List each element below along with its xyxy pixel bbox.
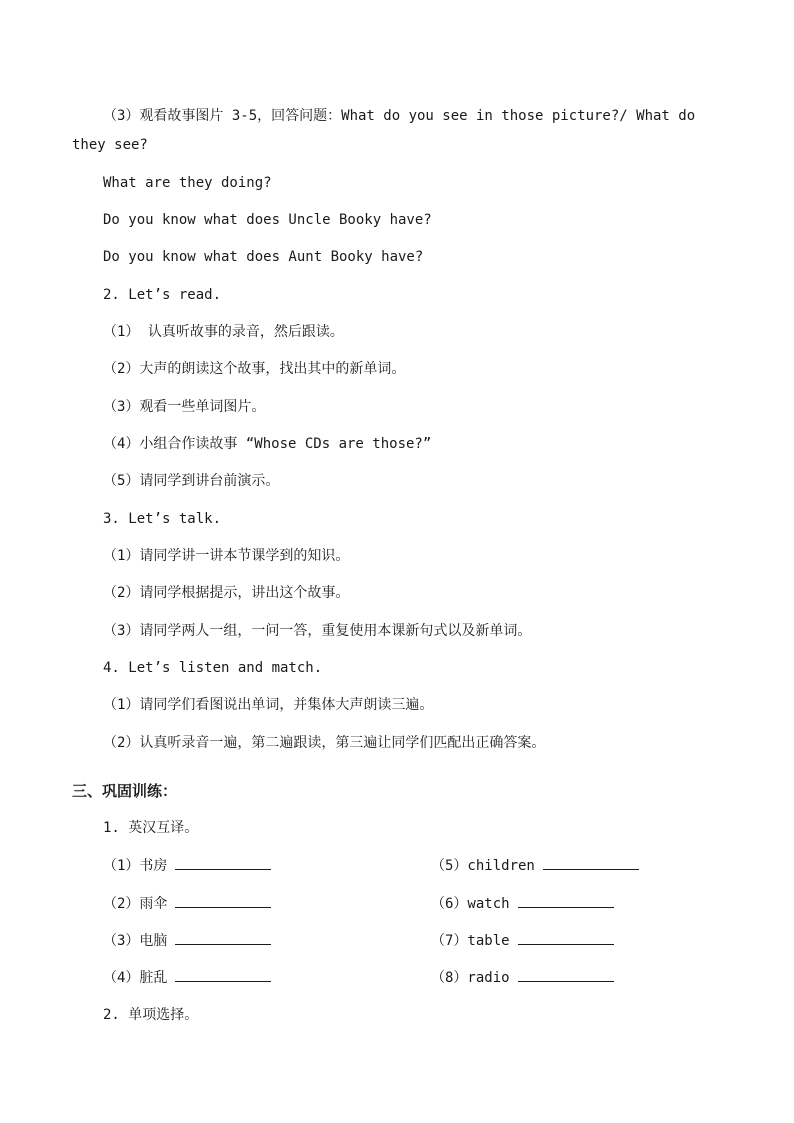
exercise-prompt: （8）radio: [431, 970, 510, 986]
answer-blank[interactable]: [175, 893, 271, 908]
list-item: （5）请同学到讲台前演示。: [103, 473, 280, 489]
answer-blank[interactable]: [518, 893, 614, 908]
lets-talk-heading: 3. Let’s talk.: [103, 511, 222, 527]
answer-blank[interactable]: [518, 930, 614, 945]
lets-listen-heading: 4. Let’s listen and match.: [103, 660, 323, 676]
section-three-heading: 三、巩固训练：: [72, 782, 178, 800]
list-item: （4）小组合作读故事 “Whose CDs are those?”: [103, 436, 432, 452]
answer-blank[interactable]: [543, 855, 639, 870]
list-item: （2）认真听录音一遍，第二遍跟读，第三遍让同学们匹配出正确答案。: [103, 735, 546, 751]
exercise-row: [103, 967, 271, 988]
exercise-row: [103, 930, 271, 951]
lets-read-heading: 2. Let’s read.: [103, 287, 222, 303]
question-line: Do you know what does Uncle Booky have?: [103, 212, 432, 228]
answer-blank[interactable]: [518, 967, 614, 982]
list-item: （1）请同学们看图说出单词，并集体大声朗读三遍。: [103, 697, 434, 713]
exercise-prompt: （2）雨伞: [103, 896, 168, 912]
exercise1-heading: 1. 英汉互译。: [103, 820, 199, 836]
item3-question-line2: they see?: [72, 137, 148, 153]
exercise-row: [431, 893, 614, 914]
list-item: （3）请同学两人一组，一问一答，重复使用本课新句式以及新单词。: [103, 623, 532, 639]
list-item: （2）请同学根据提示，讲出这个故事。: [103, 585, 350, 601]
exercise-row: [431, 967, 614, 988]
exercise-row: [431, 855, 639, 876]
question-line: What are they doing?: [103, 175, 272, 191]
answer-blank[interactable]: [175, 855, 271, 870]
answer-blank[interactable]: [175, 930, 271, 945]
exercise2-heading: 2. 单项选择。: [103, 1007, 199, 1023]
answer-blank[interactable]: [175, 967, 271, 982]
exercise-row: [431, 930, 614, 951]
exercise-row: [103, 855, 271, 876]
item3-question-line1: （3）观看故事图片 3-5，回答问题：What do you see in those picture?/ What do: [103, 108, 696, 124]
exercise-prompt: （3）电脑: [103, 933, 168, 949]
exercise-row: [103, 893, 271, 914]
list-item: （1）请同学讲一讲本节课学到的知识。: [103, 548, 350, 564]
question-line: Do you know what does Aunt Booky have?: [103, 249, 424, 265]
exercise-prompt: （7）table: [431, 933, 510, 949]
exercise-prompt: （1）书房: [103, 858, 168, 874]
list-item: （1） 认真听故事的录音，然后跟读。: [103, 324, 344, 340]
exercise-prompt: （6）watch: [431, 896, 510, 912]
exercise-prompt: （5）children: [431, 858, 535, 874]
list-item: （2）大声的朗读这个故事，找出其中的新单词。: [103, 361, 406, 377]
exercise-prompt: （4）脏乱: [103, 970, 168, 986]
list-item: （3）观看一些单词图片。: [103, 399, 266, 415]
